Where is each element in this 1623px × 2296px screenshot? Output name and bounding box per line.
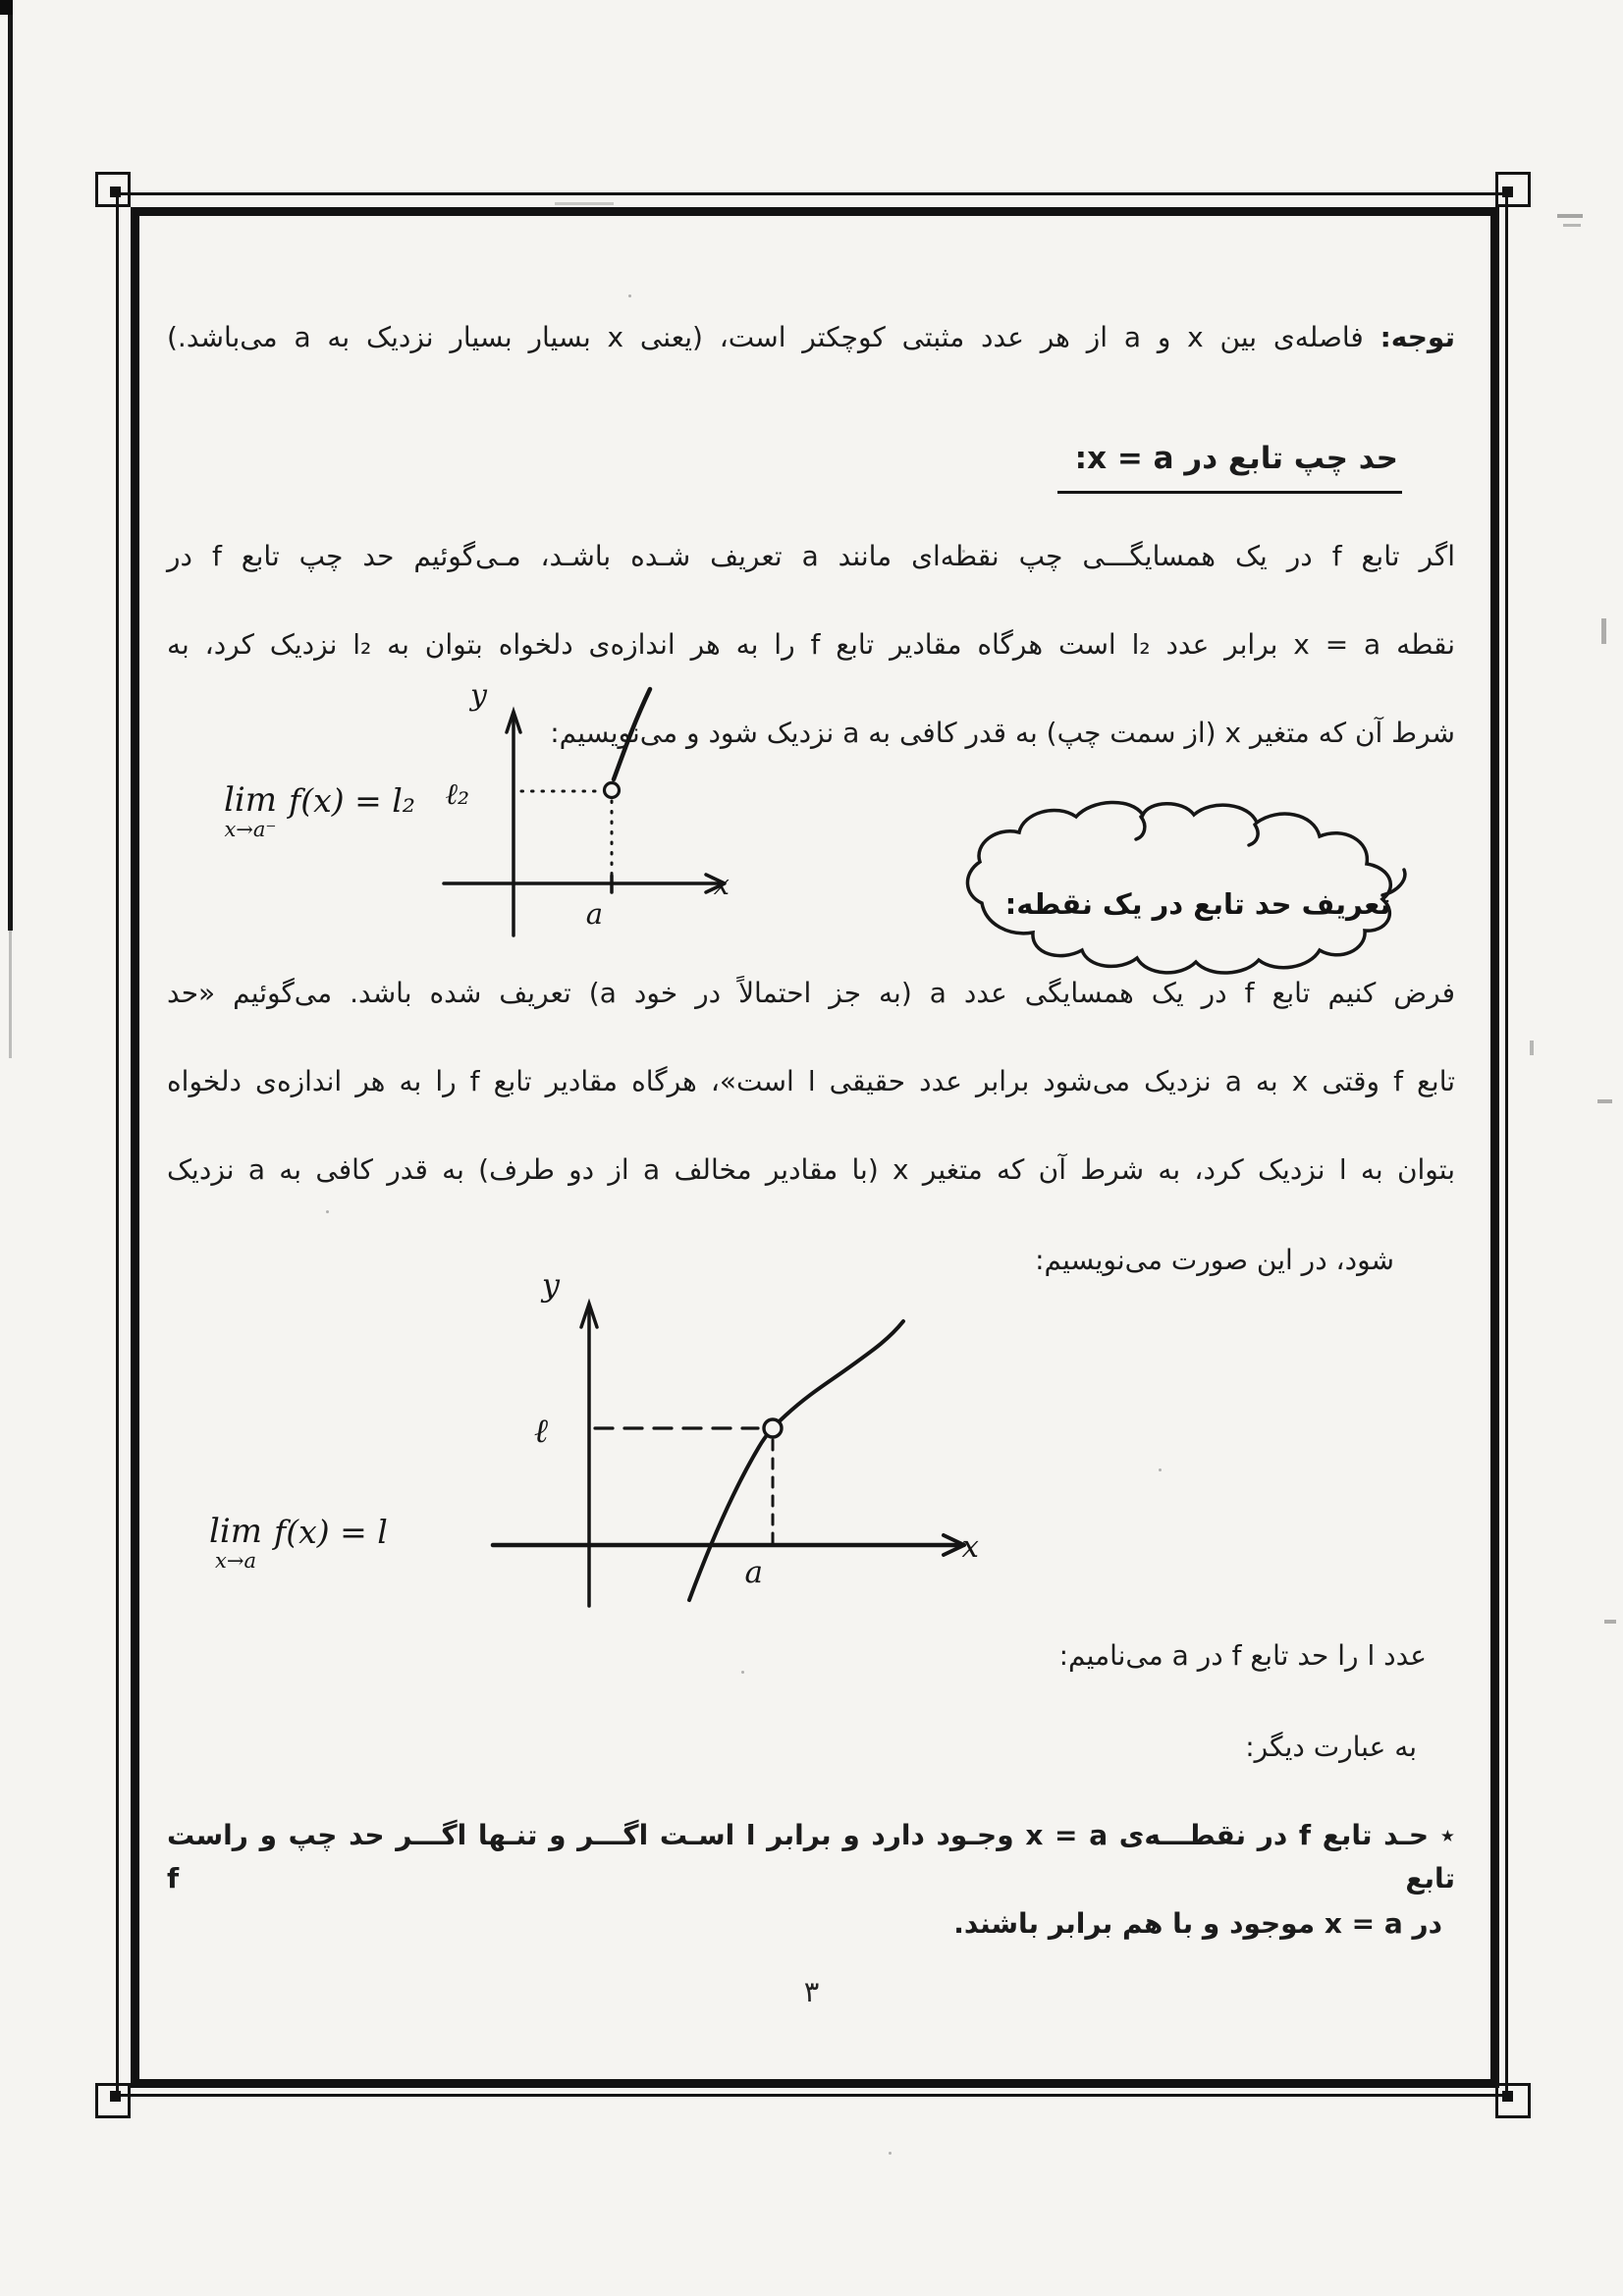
formula-rhs: f(x) = l [274,1513,388,1551]
a-label: a [585,897,603,931]
definition-cloud [954,797,1434,989]
page-number: ۳ [803,1975,820,2008]
cloud-label: تعریف حد تابع در یک نقطه: [1004,887,1391,921]
frame-corner-tr [1495,172,1531,207]
note-line [167,316,1455,359]
para2-line3: بتوان به l نزدیک کرد، به شرط آن که متغیر x (با مقادیر مخالف a از دو طرف) به قدر کافی به a نزدیک [167,1153,1456,1186]
frame-corner-br [1495,2083,1531,2118]
limit-two-sided-formula [209,1512,388,1573]
lim-subscript: x→a⁻ [224,818,277,841]
scan-mark [1601,618,1606,644]
limit-left-formula [224,780,415,841]
scan-mark [1557,214,1583,218]
two-sided-limit-graph [461,1255,1031,1618]
frame-chip-bl [110,2091,121,2102]
para1-line2: نقطه x = a برابر عدد l₂ است هرگاه مقادیر تابع f را به هر اندازه‌ی دلخواه بتوان به l₂ نزدیک کرد، به [167,628,1456,661]
a-label: a [744,1555,763,1590]
para1-line1: اگر تابع f در یک همسایگـــی چپ نقطه‌ای مانند a تعریف شـده باشـد، مـی‌گوئیم حد چپ تابع f در [167,540,1456,572]
naming-line: عدد l را حد تابع f در a می‌نامیم: [1058,1639,1427,1672]
l-label: ℓ [533,1412,548,1451]
scan-mark [1563,224,1581,227]
scan-left-edge-line [8,0,13,931]
section-heading: حد چپ تابع در x = a: [1057,439,1402,494]
scan-mark [1597,1099,1612,1103]
left-limit-graph [430,675,754,955]
y-axis-label: y [470,678,487,713]
open-point [605,783,620,798]
frame-chip-tl [110,187,121,197]
scan-speckle [889,2152,892,2155]
other-words-line: به عبارت دیگر: [1245,1731,1417,1763]
lim-operator: lim [209,1512,262,1551]
lim-operator: lim [224,780,277,820]
scan-corner-smudge [0,0,13,15]
lim-subscript: x→a [215,1549,256,1573]
frame-chip-br [1502,2091,1513,2102]
function-curve [614,689,650,779]
l2-label: ℓ₂ [445,777,469,812]
note-text: فاصله‌ی بین x و a از هر عدد مثبتی کوچکتر است، (یعنی x بسیار بسیار نزدیک به a می‌باشد.) [167,321,1380,353]
x-axis-label: x [961,1529,979,1565]
note-label: توجه: [1380,321,1455,353]
scan-mark [1530,1041,1534,1055]
formula-rhs: f(x) = l₂ [289,781,415,820]
para2-line1: فرض کنیم تابع f در یک همسایگی عدد a (به جز احتمالاً در خود a) تعریف شده باشد. می‌گوئیم «حد [167,977,1455,1009]
star-line1: ٭ حـد تابع f در نقطـــه‌ی x = a وجـود دارد و برابر l اسـت اگـــر و تنـها اگـــر حد چپ و راست تابع f [167,1819,1456,1895]
para2-line4: شود، در این صورت می‌نویسیم: [1035,1244,1394,1276]
open-point [764,1419,782,1437]
y-axis-label: y [541,1266,560,1304]
scan-left-edge-fade [9,931,12,1058]
frame-chip-tr [1502,187,1513,197]
para1-line3: شرط آن که متغیر x (از سمت چپ) به قدر کافی به a نزدیک شود و می‌نویسیم: [550,717,1455,749]
para2-line2: تابع f وقتی x به a نزدیک می‌شود برابر عدد حقیقی l است»، هرگاه مقادیر تابع f را به هر اندازه‌ی دلخواه [167,1065,1456,1097]
cloud-curl [1136,817,1145,839]
function-curve [689,1321,903,1600]
cloud-curl [1249,825,1258,845]
scan-mark [1604,1620,1616,1624]
x-axis-label: x [713,868,730,901]
star-line2: در x = a موجود و با هم برابر باشند. [953,1907,1442,1940]
